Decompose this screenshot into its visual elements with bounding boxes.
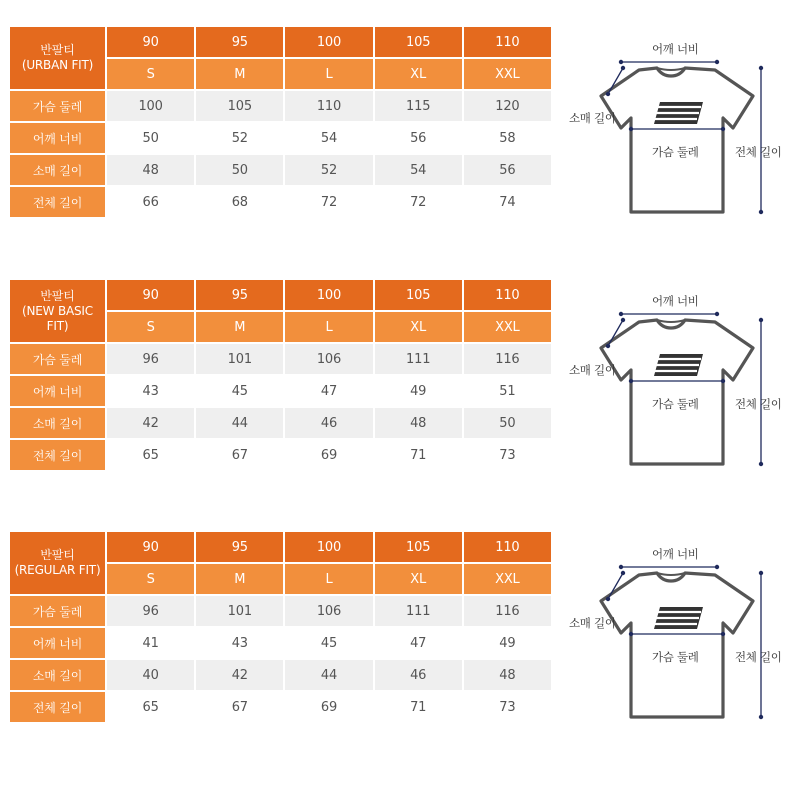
fit-label: (NEW BASIC FIT) xyxy=(22,303,93,333)
total-length-label: 전체 길이 xyxy=(735,650,782,664)
size-header: 100 xyxy=(285,27,372,57)
row-label: 전체 길이 xyxy=(10,440,105,470)
chest-label: 가슴 둘레 xyxy=(652,650,699,664)
size-table xyxy=(8,278,553,472)
table-cell: 69 xyxy=(285,692,372,722)
letter-size-header: S xyxy=(107,59,194,89)
table-row xyxy=(10,376,551,406)
table-cell: 116 xyxy=(464,344,551,374)
table-cell: 51 xyxy=(464,376,551,406)
table-cell: 101 xyxy=(196,596,283,626)
shoulder-width-label: 어깨 너비 xyxy=(652,42,699,56)
row-label: 소매 길이 xyxy=(10,408,105,438)
row-label: 가슴 둘레 xyxy=(10,91,105,121)
size-header: 95 xyxy=(196,280,283,310)
chest-label: 가슴 둘레 xyxy=(652,397,699,411)
table-cell: 52 xyxy=(285,155,372,185)
row-label: 가슴 둘레 xyxy=(10,344,105,374)
table-cell: 96 xyxy=(107,596,194,626)
table-cell: 47 xyxy=(375,628,462,658)
table-cell: 71 xyxy=(375,440,462,470)
table-cell: 72 xyxy=(285,187,372,217)
table-row xyxy=(10,344,551,374)
table-cell: 106 xyxy=(285,596,372,626)
sleeve-length-label: 소매 길이 xyxy=(569,363,616,377)
shoulder-width-label: 어깨 너비 xyxy=(652,547,699,561)
table-cell: 42 xyxy=(196,660,283,690)
table-cell: 68 xyxy=(196,187,283,217)
table-cell: 47 xyxy=(285,376,372,406)
letter-size-header: L xyxy=(285,59,372,89)
row-label: 전체 길이 xyxy=(10,692,105,722)
table-cell: 45 xyxy=(196,376,283,406)
table-cell: 50 xyxy=(107,123,194,153)
size-header: 105 xyxy=(375,532,462,562)
table-cell: 52 xyxy=(196,123,283,153)
fit-label: (REGULAR FIT) xyxy=(14,563,101,577)
table-cell: 42 xyxy=(107,408,194,438)
row-label: 전체 길이 xyxy=(10,187,105,217)
table-row xyxy=(10,660,551,690)
table-cell: 58 xyxy=(464,123,551,153)
table-row xyxy=(10,408,551,438)
tshirt-measurement-diagram xyxy=(565,288,795,463)
table-cell: 56 xyxy=(375,123,462,153)
size-header: 90 xyxy=(107,532,194,562)
product-title: 반팔티 xyxy=(40,288,75,303)
row-label: 가슴 둘레 xyxy=(10,596,105,626)
table-cell: 116 xyxy=(464,596,551,626)
size-header: 90 xyxy=(107,27,194,57)
row-label: 어깨 너비 xyxy=(10,123,105,153)
size-header: 105 xyxy=(375,27,462,57)
letter-size-header: S xyxy=(107,312,194,342)
table-cell: 44 xyxy=(196,408,283,438)
row-label: 어깨 너비 xyxy=(10,628,105,658)
letter-size-header: S xyxy=(107,564,194,594)
table-cell: 48 xyxy=(464,660,551,690)
table-cell: 48 xyxy=(107,155,194,185)
letter-size-header: XL xyxy=(375,312,462,342)
size-header: 110 xyxy=(464,27,551,57)
table-title-cell xyxy=(10,27,105,89)
table-cell: 110 xyxy=(285,91,372,121)
table-cell: 72 xyxy=(375,187,462,217)
size-header: 110 xyxy=(464,532,551,562)
size-header: 100 xyxy=(285,280,372,310)
size-header: 105 xyxy=(375,280,462,310)
size-header: 100 xyxy=(285,532,372,562)
table-cell: 41 xyxy=(107,628,194,658)
table-cell: 120 xyxy=(464,91,551,121)
size-chart-urban-fit xyxy=(10,25,552,219)
table-cell: 50 xyxy=(196,155,283,185)
table-cell: 67 xyxy=(196,692,283,722)
letter-size-header: XXL xyxy=(464,59,551,89)
table-cell: 45 xyxy=(285,628,372,658)
table-cell: 111 xyxy=(375,344,462,374)
row-label: 어깨 너비 xyxy=(10,376,105,406)
size-header: 95 xyxy=(196,532,283,562)
table-row xyxy=(10,692,551,722)
row-label: 소매 길이 xyxy=(10,660,105,690)
table-row xyxy=(10,155,551,185)
table-cell: 67 xyxy=(196,440,283,470)
letter-size-header: L xyxy=(285,564,372,594)
shoulder-width-label: 어깨 너비 xyxy=(652,294,699,308)
table-cell: 111 xyxy=(375,596,462,626)
letter-size-header: XXL xyxy=(464,564,551,594)
table-row xyxy=(10,628,551,658)
table-cell: 56 xyxy=(464,155,551,185)
table-cell: 66 xyxy=(107,187,194,217)
table-cell: 65 xyxy=(107,440,194,470)
table-row xyxy=(10,123,551,153)
sleeve-length-label: 소매 길이 xyxy=(569,616,616,630)
table-title-cell xyxy=(10,280,105,342)
table-cell: 49 xyxy=(464,628,551,658)
table-cell: 69 xyxy=(285,440,372,470)
table-cell: 115 xyxy=(375,91,462,121)
table-cell: 54 xyxy=(285,123,372,153)
table-cell: 71 xyxy=(375,692,462,722)
table-cell: 43 xyxy=(196,628,283,658)
table-cell: 101 xyxy=(196,344,283,374)
table-cell: 43 xyxy=(107,376,194,406)
size-chart-new-basic-fit xyxy=(10,278,552,472)
t-shirt-outline-icon xyxy=(565,36,795,216)
t-shirt-outline-icon xyxy=(565,288,795,468)
product-title: 반팔티 xyxy=(40,548,75,562)
tshirt-measurement-diagram xyxy=(565,36,795,211)
product-title: 반팔티 xyxy=(40,43,75,57)
table-cell: 73 xyxy=(464,440,551,470)
table-cell: 48 xyxy=(375,408,462,438)
total-length-label: 전체 길이 xyxy=(735,145,782,159)
table-cell: 65 xyxy=(107,692,194,722)
table-row xyxy=(10,440,551,470)
total-length-label: 전체 길이 xyxy=(735,397,782,411)
t-shirt-outline-icon xyxy=(565,541,795,721)
fit-label: (URBAN FIT) xyxy=(21,58,94,72)
table-cell: 105 xyxy=(196,91,283,121)
table-cell: 100 xyxy=(107,91,194,121)
letter-size-header: M xyxy=(196,59,283,89)
sleeve-length-label: 소매 길이 xyxy=(569,111,616,125)
table-row xyxy=(10,596,551,626)
table-cell: 40 xyxy=(107,660,194,690)
table-cell: 49 xyxy=(375,376,462,406)
size-header: 95 xyxy=(196,27,283,57)
letter-size-header: XL xyxy=(375,564,462,594)
tshirt-measurement-diagram xyxy=(565,541,795,716)
table-cell: 44 xyxy=(285,660,372,690)
table-cell: 73 xyxy=(464,692,551,722)
table-cell: 54 xyxy=(375,155,462,185)
letter-size-header: L xyxy=(285,312,372,342)
table-cell: 50 xyxy=(464,408,551,438)
table-title-cell xyxy=(10,532,105,594)
table-cell: 46 xyxy=(375,660,462,690)
letter-size-header: XL xyxy=(375,59,462,89)
table-cell: 96 xyxy=(107,344,194,374)
size-table xyxy=(8,530,553,724)
letter-size-header: M xyxy=(196,564,283,594)
size-header: 110 xyxy=(464,280,551,310)
chest-label: 가슴 둘레 xyxy=(652,145,699,159)
table-cell: 46 xyxy=(285,408,372,438)
letter-size-header: M xyxy=(196,312,283,342)
table-cell: 106 xyxy=(285,344,372,374)
size-header: 90 xyxy=(107,280,194,310)
size-chart-regular-fit xyxy=(10,530,552,724)
size-table xyxy=(8,25,553,219)
table-cell: 74 xyxy=(464,187,551,217)
table-row xyxy=(10,187,551,217)
row-label: 소매 길이 xyxy=(10,155,105,185)
table-row xyxy=(10,91,551,121)
letter-size-header: XXL xyxy=(464,312,551,342)
